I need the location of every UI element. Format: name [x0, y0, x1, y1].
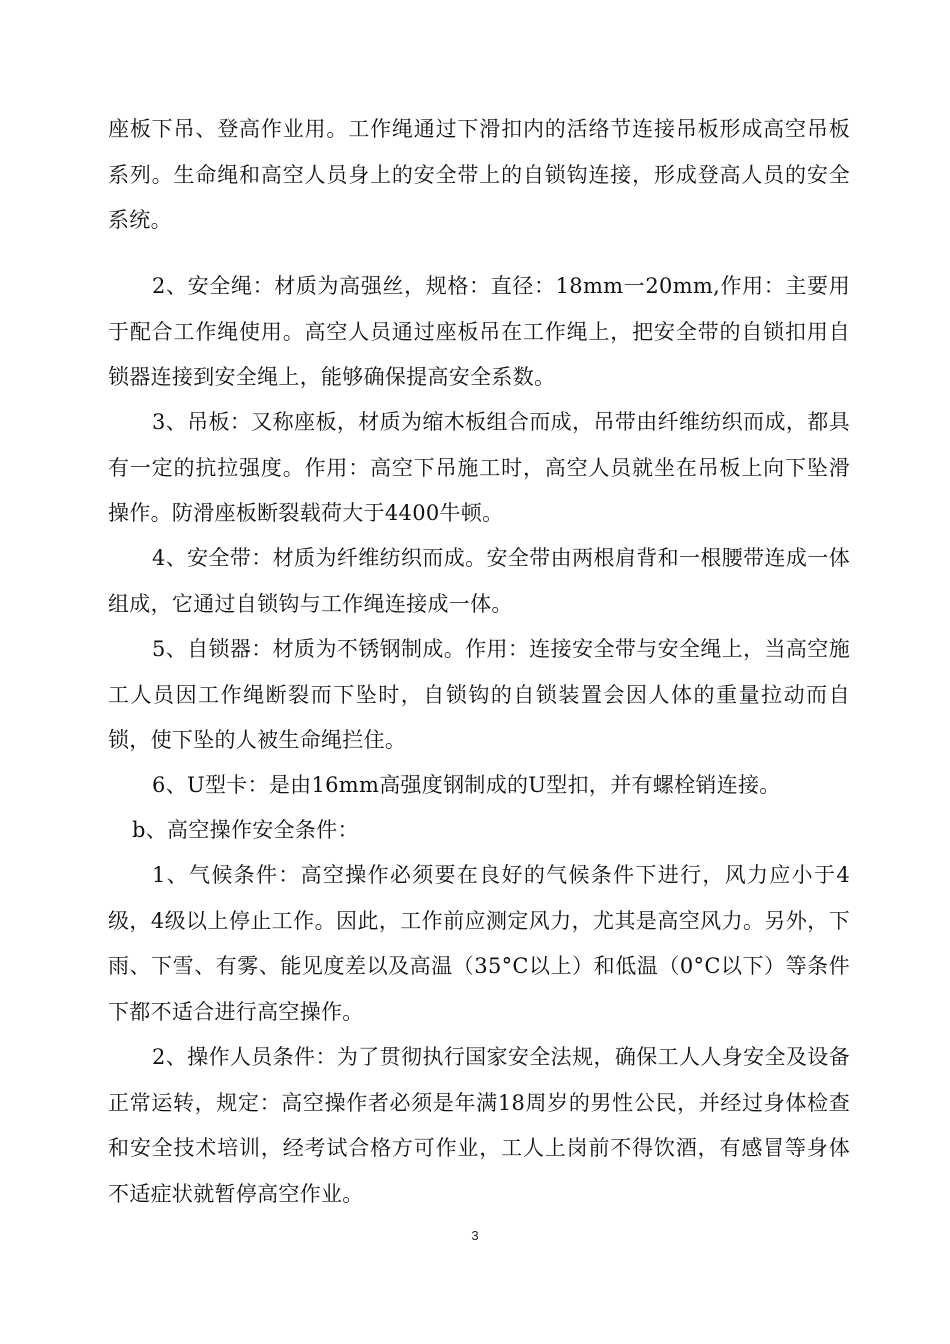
section-heading-safety-conditions: b、高空操作安全条件： [132, 818, 359, 842]
paragraph-self-locker: 5、自锁器：材质为不锈钢制成。作用：连接安全带与安全绳上，当高空施工人员因工作绳断裂而下坠时，自锁钩的自锁装置会因人体的重量拉动而自锁，使下坠的人被生命绳拦住。 [108, 637, 850, 752]
paragraph-hanging-board: 3、吊板：又称座板，材质为缩木板组合而成，吊带由纤维纺织而成，都具有一定的抗拉强度。作用：高空下吊施工时，高空人员就坐在吊板上向下坠滑操作。防滑座板断裂载荷大于4400牛顿。 [108, 410, 850, 525]
paragraph-safety-rope: 2、安全绳：材质为高强丝，规格：直径：18mm一20mm,作用：主要用于配合工作绳使用。高空人员通过座板吊在工作绳上，把安全带的自锁扣用自锁器连接到安全绳上，能够确保提高安全系数。 [108, 274, 850, 389]
paragraph-safety-system-intro: 座板下吊、登高作业用。工作绳通过下滑扣内的活络节连接吊板形成高空吊板系列。生命绳和高空人员身上的安全带上的自锁钩连接，形成登高人员的安全系统。 [108, 117, 850, 232]
paragraph-operator-conditions: 2、操作人员条件：为了贯彻执行国家安全法规，确保工人人身安全及设备正常运转，规定：高空操作者必须是年满18周岁的男性公民，并经过身体检查和安全技术培训，经考试合格方可作业，工人上岗前不得饮酒，有感冒等身体不适症状就暂停高空作业。 [108, 1045, 850, 1206]
page-number: 3 [471, 1228, 479, 1243]
paragraph-u-clamp: 6、U型卡：是由16mm高强度钢制成的U型扣，并有螺栓销连接。 [152, 773, 781, 797]
paragraph-weather-conditions: 1、气候条件：高空操作必须要在良好的气候条件下进行，风力应小于4级，4级以上停止工作。因此，工作前应测定风力，尤其是高空风力。另外，下雨、下雪、有雾、能见度差以及高温（35°C以上）和低温（0°C以下）等条件下都不适合进行高空操作。 [108, 863, 850, 1024]
paragraph-safety-belt: 4、安全带：材质为纤维纺织而成。安全带由两根肩背和一根腰带连成一体组成，它通过自锁钩与工作绳连接成一体。 [108, 546, 850, 616]
